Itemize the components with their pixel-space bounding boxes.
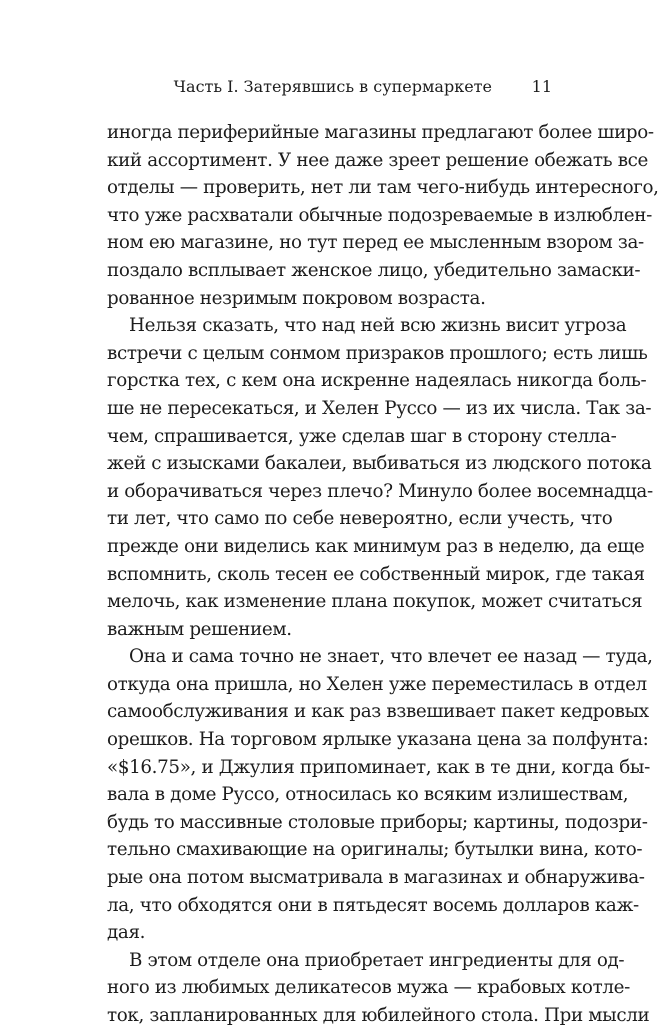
text-line: орешков. На торговом ярлыке указана цена за полфунта: [107, 729, 649, 751]
text-line: отделы — проверить, нет ли там чего-нибудь интересного, [107, 177, 659, 199]
text-line: иногда периферийные магазины предлагают более широ- [107, 122, 654, 143]
text-line: «$16.75», и Джулия припоминает, как в те дни, когда бы- [107, 756, 650, 778]
text-line: ти лет, что само по себе невероятно, если учесть, что [107, 508, 613, 530]
body-text [107, 119, 659, 1030]
text-line: ше не пересекаться, и Хелен Руссо — из их числа. Так за- [107, 397, 652, 419]
text-line: встречи с целым сонмом призраков прошлого; есть лишь [107, 342, 648, 364]
text-line: ном ею магазине, но тут перед ее мысленным взором за- [107, 232, 644, 254]
paragraph [107, 119, 659, 312]
running-header [106, 76, 552, 98]
text-line: ла, что обходятся они в пятьдесят восемь долларов каж- [107, 894, 639, 916]
text-line: ток, запланированных для юбилейного стола. При мысли [107, 1005, 650, 1026]
text-line: что уже расхватали обычные подозреваемые в излюблен- [107, 204, 652, 226]
text-line: будь то массивные столовые приборы; картины, подозри- [107, 811, 648, 833]
text-line: Она и сама точно не знает, что влечет ее назад — туда, [129, 646, 653, 668]
text-line: прежде они виделись как минимум раз в неделю, да еще [107, 535, 645, 557]
text-line: самообслуживания и как раз взвешивает пакет кедровых [107, 701, 649, 723]
text-line: тельно смахивающие на оригиналы; бутылки вина, кото- [107, 839, 643, 861]
text-line: кий ассортимент. У нее даже зреет решение обежать все [107, 149, 649, 171]
running-header-title: Часть I. Затерявшись в супермаркете [173, 77, 492, 96]
paragraph [107, 643, 653, 947]
text-line: вала в доме Руссо, относилась ко всяким излишествам, [107, 784, 629, 806]
text-line: В этом отделе она приобретает ингредиенты для од- [129, 949, 625, 971]
text-line: вспомнить, сколь тесен ее собственный мирок, где такая [107, 563, 645, 585]
paragraph [107, 947, 650, 1030]
text-line: мелочь, как изменение плана покупок, может считаться [107, 591, 643, 613]
text-line: дая. [107, 922, 146, 944]
text-line: поздало всплывает женское лицо, убедительно замаски- [107, 259, 641, 281]
text-line: и оборачиваться через плечо? Минуло более восемнадца- [107, 480, 653, 502]
text-line: рые она потом высматривала в магазинах и обнаружива- [107, 867, 645, 889]
text-line: откуда она пришла, но Хелен уже переместилась в отдел [107, 673, 647, 695]
text-line: важным решением. [107, 618, 292, 640]
text-line: чем, спрашивается, уже сделав шаг в сторону стелла- [107, 425, 617, 447]
text-line: ного из любимых деликатесов мужа — крабовых котле- [107, 977, 630, 999]
text-line: рованное незримым покровом возраста. [107, 287, 486, 309]
paragraph [107, 312, 653, 643]
text-line: жей с изысками бакалеи, выбиваться из людского потока [107, 453, 652, 475]
text-line: Нельзя сказать, что над ней всю жизнь висит угроза [129, 315, 627, 337]
page-number: 11 [531, 77, 552, 96]
text-line: горстка тех, с кем она искренне надеялась никогда боль- [107, 370, 647, 392]
